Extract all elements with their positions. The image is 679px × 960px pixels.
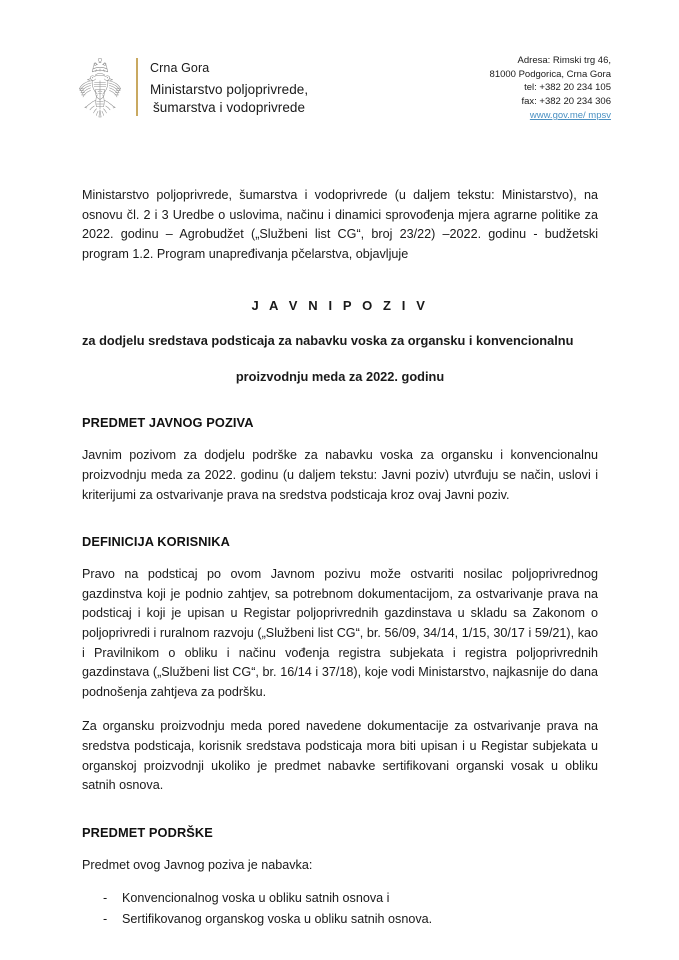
section-body (82, 565, 598, 796)
organization-text (138, 54, 308, 122)
section-paragraph: Javnim pozivom za dodjelu podrške za nabavku voska za organsku i konvencionalnu proizvodnju meda za 2022. godinu (u daljem tekstu: Javni poziv) utvrđuju se način, uslovi i kriterijumi za ostvarivanje prava na sredstva podsticaja kroz ovaj Javni poziv. (82, 448, 598, 502)
document-content (82, 186, 598, 930)
contact-fax: fax: +382 20 234 306 (521, 95, 611, 107)
list-item: - Konvencionalnog voska u obliku satnih osnova i (82, 888, 598, 909)
letterhead-header (0, 44, 679, 140)
contact-telephone: tel: +382 20 234 105 (524, 82, 611, 93)
ministry-name-line2: šumarstva i vodoprivrede (153, 99, 306, 115)
organization-letterhead (72, 54, 308, 122)
document-subtitle-secondary: proizvodnju meda za 2022. godinu (235, 368, 445, 384)
section-heading: PREDMET PODRŠKE (82, 824, 213, 840)
document-title: J A V N I P O Z I V (251, 298, 429, 314)
section-predmet-javnog-poziva (82, 414, 598, 505)
section-predmet-podrske (82, 824, 598, 931)
section-definicija-korisnika (82, 533, 598, 796)
montenegro-coat-of-arms-icon (72, 54, 128, 122)
section-heading: DEFINICIJA KORISNIKA (82, 534, 230, 550)
document-subtitle: za dodjelu sredstava podsticaja za nabavku voska za organsku i konvencionalnu (82, 333, 574, 349)
list-item: - Sertifikovanog organskog voska u obliku satnih osnova. (82, 909, 598, 930)
contact-address: Adresa: Rimski trg 46, (517, 55, 611, 66)
support-items-list (82, 888, 598, 930)
ministry-name-line1: Ministarstvo poljoprivrede, (150, 82, 309, 97)
section-paragraph: Pravo na podsticaj po ovom Javnom pozivu može ostvariti nosilac poljoprivrednog gazdinstva koji je podnio zahtjev, sa potrebnom dokumentacijom, za ostvarivanje prava na podsticaj i koji je upisan u Registar poljoprivrednih gazdinstava u skladu sa Zakonom o poljoprivredi i ruralnom razvoju („Službeni list CG“, br. 56/09, 34/14, 1/15, 30/17 i 59/21), kao i Pravilnikom o obliku i načinu vođenja registra subjekata i registra poljoprivrednih gazdinstava („Službeni list CG“, br. 16/14 i 37/18), koje vodi Ministarstvo, najkasnije do dana podnošenja zahtjeva za podršku. (82, 567, 598, 699)
intro-paragraph: Ministarstvo poljoprivrede, šumarstva i vodoprivrede (u daljem tekstu: Ministarstvo), na osnovu čl. 2 i 3 Uredbe o uslovima, načinu i dinamici sprovođenja mjera agrarne politike za 2022. godinu – Agrobudžet („Službeni list CG“, broj 23/22) –2022. godinu - budžetski program 1.2. Program unapređivanja pčelarstva, objavljuje (82, 188, 598, 261)
contact-block (490, 54, 611, 123)
section-body (82, 856, 598, 931)
section-body (82, 446, 598, 505)
section-paragraph: Za organsku proizvodnju meda pored navedene dokumentacije za ostvarivanje prava na sredstva podsticaja, korisnik sredstava podsticaja mora biti upisan i u Registar subjekata u organskoj proizvodnji ukoliko je predmet nabavke sertifikovani organski vosak u obliku satnih osnova. (82, 719, 598, 793)
section-paragraph: Predmet ovog Javnog poziva je nabavka: (82, 857, 313, 872)
ministry-name (150, 81, 308, 116)
contact-city: 81000 Podgorica, Crna Gora (489, 68, 611, 80)
section-heading: PREDMET JAVNOG POZIVA (82, 415, 254, 431)
website-link[interactable]: www.gov.me/ mpsv (529, 110, 611, 121)
title-block (82, 296, 598, 316)
country-name: Crna Gora (150, 61, 210, 75)
